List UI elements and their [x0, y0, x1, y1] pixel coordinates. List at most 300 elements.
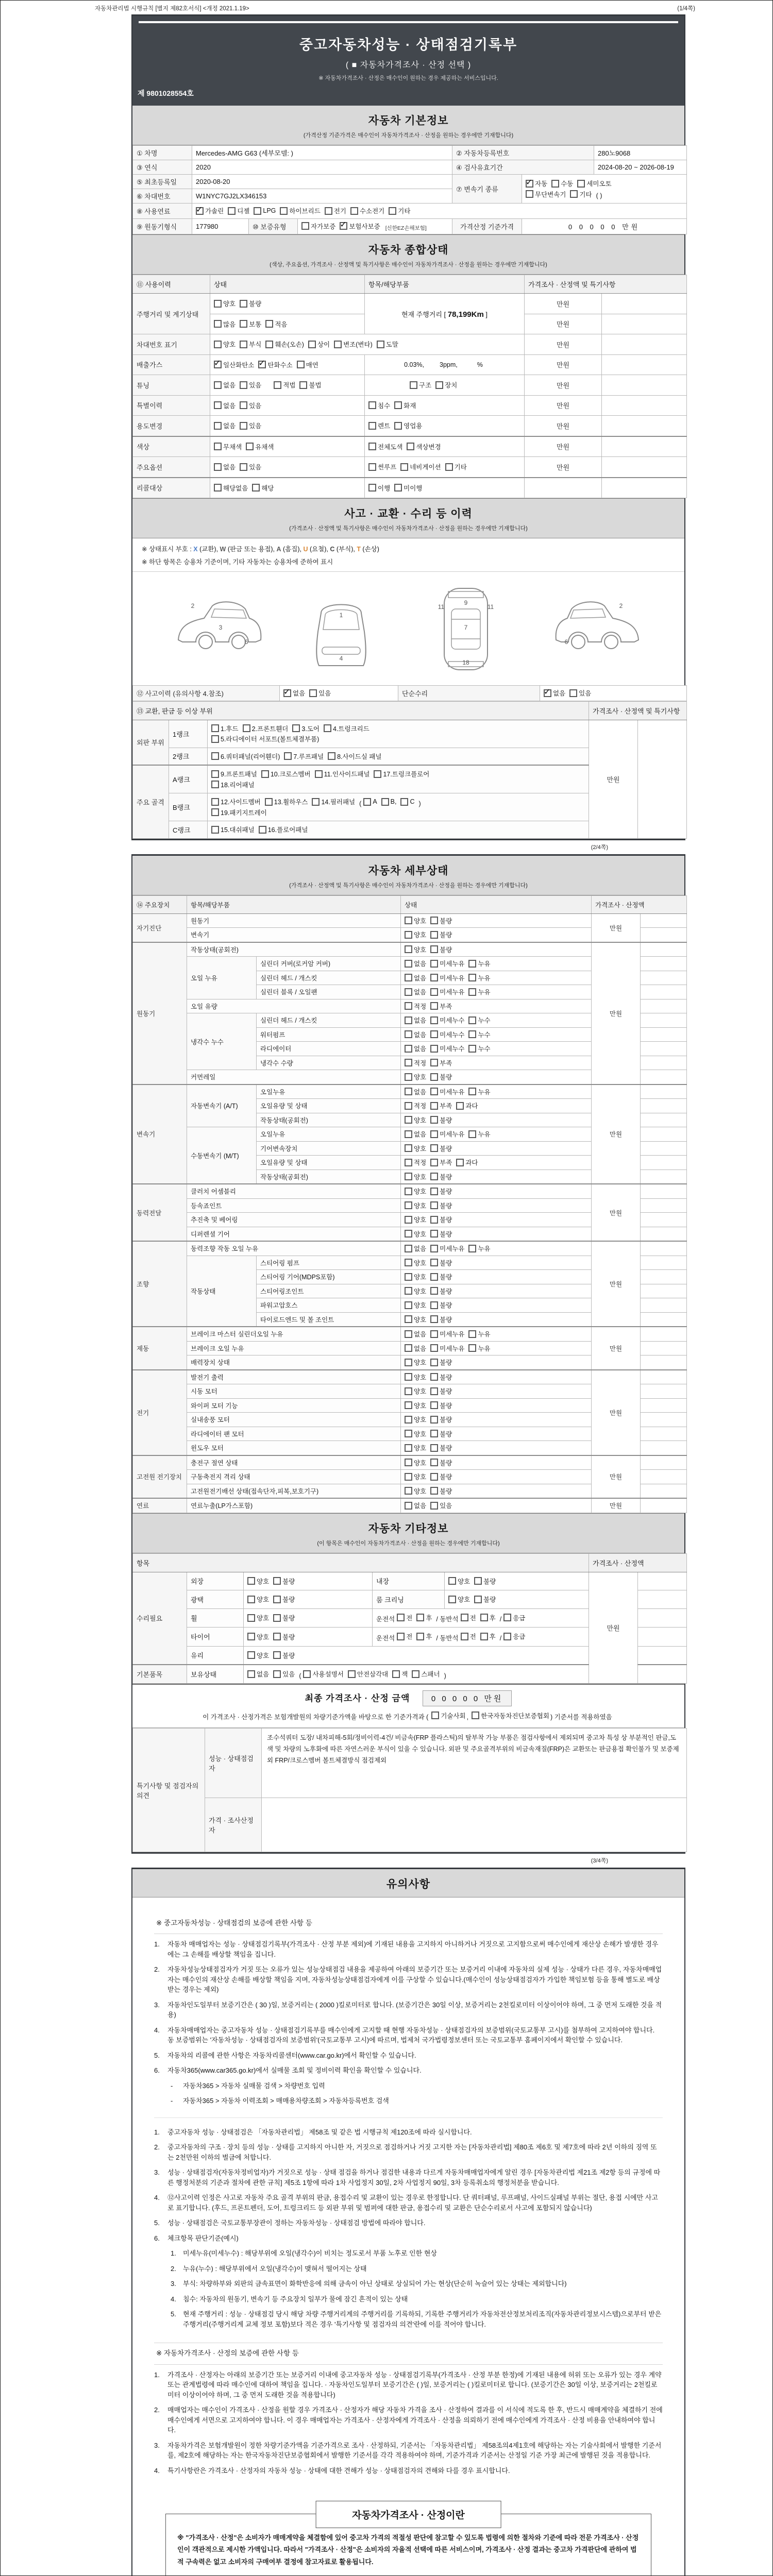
- checkbox-box: [273, 1633, 281, 1640]
- table-row: 타이어 양호 불량 운전석 전 후 / 동반석 전 후 / 응급: [133, 1628, 687, 1647]
- table-row: 외판 부위 1랭크 1.후드 2.프론트휀더 3.도어 4.트렁크리드 5.라디에이터 서포트(볼트체결부품) 만원: [133, 720, 687, 748]
- checkbox-box: [526, 190, 533, 198]
- checkbox-box: [405, 1487, 412, 1495]
- checkbox-box: [430, 1344, 438, 1352]
- checkbox-box: [405, 1502, 412, 1510]
- checkbox-box: [405, 1216, 412, 1224]
- checkbox: 양호: [405, 1272, 426, 1281]
- checkbox-box: [283, 689, 291, 697]
- car-diagram-top: [423, 579, 520, 677]
- checkbox-box: [430, 1130, 438, 1138]
- checkbox: 있음: [273, 1669, 295, 1679]
- checkbox: 불량: [430, 1443, 452, 1452]
- checkbox-box: [430, 1330, 438, 1338]
- checkbox-box: [273, 1577, 281, 1585]
- svg-text:2: 2: [191, 602, 195, 609]
- checkbox: 3.도어: [292, 724, 320, 733]
- checkbox-box: [448, 1577, 456, 1585]
- sheet-3: [131, 1868, 685, 2576]
- table-row: 디퍼렌셜 기어 양호 불량: [133, 1227, 687, 1241]
- checkbox: 사용설명서: [303, 1669, 343, 1679]
- checkbox-box: [405, 1359, 412, 1366]
- table-row: B랭크 12.사이드멤버 13.휠하우스 14.필러패널 ( A B, C ) 19.패키지트레이: [133, 793, 687, 821]
- checkbox-box: [214, 320, 222, 328]
- checkbox-box: [570, 190, 578, 198]
- basic-info-note: (가격산정 기준가격은 매수인이 자동차가격조사 · 산정을 원하는 경우에만 기재합니다): [303, 132, 514, 139]
- table-row: 윈도우 모터 양호 불량: [133, 1441, 687, 1455]
- checkbox: 부식: [240, 340, 261, 349]
- checkbox: 불량: [430, 1272, 452, 1281]
- checkbox: 화재: [394, 401, 416, 410]
- checkbox-box: [468, 974, 476, 981]
- table-row: 변속기 양호 불량: [133, 928, 687, 942]
- detail-title: 자동차 세부상태: [368, 865, 449, 877]
- checkbox-box: [214, 300, 222, 308]
- checkbox-box: [214, 401, 222, 409]
- checkbox-box: [211, 826, 219, 834]
- checkbox: 미세누수: [430, 1015, 464, 1025]
- notice-title: 유의사항: [386, 1878, 431, 1890]
- checkbox-box: [273, 1614, 281, 1622]
- svg-text:1: 1: [339, 612, 343, 619]
- checkbox-box: [400, 463, 408, 471]
- checkbox: 자가보증: [301, 222, 335, 231]
- checkbox-box: [430, 1259, 438, 1266]
- report-header: [132, 16, 684, 106]
- table-row: ⑤ 최초등록일 2020-08-20 ⑦ 변속기 종류 ✓ 자동 수동 세미오토 무단변속기 기타 ( ): [133, 175, 687, 189]
- section-notice-header: [132, 1869, 684, 1897]
- checkbox-box: [405, 1287, 412, 1295]
- checkbox-box: [416, 1633, 424, 1640]
- checkbox-box: [211, 798, 219, 806]
- svg-text:18: 18: [462, 659, 469, 666]
- checkbox: 양호: [405, 1415, 426, 1424]
- checkbox: 수동: [551, 179, 573, 188]
- table-row: 2랭크 6.쿼터패널(리어휀더) 7.루프패널 8.사이드실 패널: [133, 748, 687, 765]
- checkbox: 누유: [468, 1087, 490, 1096]
- table-row: 주요 골격 A랭크 9.프론트패널 10.크로스멤버 11.인사이드패널 17.트렁크플로어 18.리어패널: [133, 765, 687, 793]
- checkbox-box: [394, 422, 402, 430]
- checkbox: 후: [480, 1632, 496, 1641]
- checkbox: 양호: [405, 1258, 426, 1267]
- checkbox-box: [299, 381, 307, 389]
- checkbox: 양호: [405, 1401, 426, 1410]
- checkbox-box: [468, 1016, 476, 1024]
- checkbox-box: [544, 689, 551, 697]
- checkbox: B,: [381, 798, 397, 806]
- checkbox-box: [405, 1344, 412, 1352]
- checkbox: 양호: [214, 340, 236, 349]
- checkbox: 양호: [448, 1577, 470, 1586]
- page-mark-2: (2/4쪽): [591, 844, 608, 851]
- checkbox-box: [280, 207, 288, 215]
- status-symbol-legend-2: ※ 하단 항목은 승용차 기준이며, 기타 자동차는 승용차에 준하여 표시: [132, 554, 684, 572]
- etc-note: (이 항목은 매수인이 자동차가격조사 · 산정을 원하는 경우에만 기재합니다): [317, 1540, 500, 1547]
- table-row: 항목 가격조사 · 산정액: [133, 1553, 687, 1572]
- checkbox-box: [240, 381, 247, 389]
- checkbox: ✓ 없음: [544, 688, 565, 698]
- table-row: 전기 발전기 출력 양호 불량 만원: [133, 1370, 687, 1384]
- table-row: 배출가스 ✓ 일산화탄소 ✓ 탄화수소 매연 0.03%, 3ppm, % 만원: [133, 354, 687, 375]
- checkbox-box: [214, 361, 222, 368]
- checkbox-box: [405, 1315, 412, 1323]
- checkbox: 누유: [468, 1129, 490, 1139]
- checkbox-box: [430, 1201, 438, 1209]
- checkbox: 없음: [405, 1129, 426, 1139]
- checkbox-box: [196, 207, 204, 215]
- checkbox: 8.사이드실 패널: [328, 752, 381, 761]
- service-note: ※ 자동차가격조사 · 산정은 매수인이 원하는 경우 제공하는 서비스입니다.: [318, 75, 498, 81]
- checkbox-box: [430, 1144, 438, 1152]
- checkbox-box: [430, 1230, 438, 1238]
- checkbox-box: [405, 1245, 412, 1252]
- checkbox: 도말: [377, 340, 398, 349]
- table-row: 작동상태(공회전) 양호 불량: [133, 1113, 687, 1127]
- checkbox: 불량: [430, 1458, 452, 1467]
- checkbox: 5.라디에이터 서포트(볼트체결부품): [211, 734, 319, 743]
- checkbox: 수소전기: [350, 206, 384, 215]
- checkbox-box: [430, 1159, 438, 1166]
- checkbox: 양호: [405, 1144, 426, 1153]
- checkbox-box: [214, 463, 222, 471]
- checkbox-box: [430, 1487, 438, 1495]
- table-row: 리콜대상 해당없음 해당 이행 미이행: [133, 478, 687, 498]
- checkbox-box: [397, 1633, 405, 1640]
- car-damage-diagrams: [132, 572, 684, 685]
- checkbox-box: [368, 422, 376, 430]
- checkbox: 한국자동차진단보증협회: [472, 1711, 549, 1720]
- checkbox-box: [405, 1387, 412, 1395]
- checkbox: 17.트렁크플로어: [374, 769, 429, 778]
- checkbox: 양호: [405, 1358, 426, 1367]
- checkbox-box: [468, 1130, 476, 1138]
- table-row: 배력장치 상태 양호 불량: [133, 1355, 687, 1370]
- table-row: 라디에이터 팬 모터 양호 불량: [133, 1427, 687, 1441]
- checkbox: 13.휠하우스: [265, 797, 308, 806]
- detail-condition-table: [132, 895, 684, 1513]
- checkbox-box: [405, 1073, 412, 1081]
- checkbox: 12.사이드멤버: [211, 797, 261, 806]
- checkbox-box: [397, 1614, 405, 1621]
- svg-text:6: 6: [564, 638, 568, 646]
- checkbox-box: [240, 320, 247, 328]
- checkbox: 미세누유: [430, 1129, 464, 1139]
- checkbox-box: [340, 222, 347, 230]
- checkbox: 10.크로스멤버: [261, 769, 311, 778]
- checkbox: 미세누유: [430, 1244, 464, 1253]
- table-row: 연료 연료누출(LP가스포함) 없음 있음 만원: [133, 1498, 687, 1513]
- checkbox-box: [468, 1245, 476, 1252]
- checkbox-box: [430, 1444, 438, 1452]
- checkbox-box: [430, 1301, 438, 1309]
- checkbox-box: [430, 1416, 438, 1423]
- checkbox: 미세누유: [430, 1329, 464, 1338]
- comprehensive-table: [132, 275, 684, 498]
- checkbox-box: [405, 988, 412, 996]
- checkbox: 없음: [405, 973, 426, 982]
- comprehensive-note: (색상, 주요옵션, 가격조사 · 산정액 및 특기사항은 매수인이 자동차가격조사 · 산정을 원하는 경우에만 기재합니다): [270, 262, 547, 268]
- checkbox: 스패너: [412, 1669, 440, 1679]
- checkbox-box: [247, 1670, 255, 1678]
- checkbox-box: [430, 1016, 438, 1024]
- checkbox: 전: [397, 1613, 412, 1622]
- table-row: 와이퍼 모터 기능 양호 불량: [133, 1398, 687, 1413]
- checkbox-box: [472, 1711, 479, 1719]
- svg-text:3: 3: [219, 624, 223, 631]
- checkbox: 불량: [430, 1115, 452, 1125]
- table-row: 워터펌프 없음 미세누수 누수: [133, 1027, 687, 1042]
- checkbox-box: [569, 689, 577, 697]
- checkbox-box: [430, 1173, 438, 1180]
- checkbox: 많음: [214, 319, 236, 329]
- notice-item: 4. 특기사항란은 가격조사 · 산정자의 자동차 성능 · 상태에 대한 견해가 성능 · 상태점검자의 견해와 다를 경우 표시합니다.: [154, 2466, 510, 2475]
- panel-rank-table: [132, 701, 684, 839]
- checkbox: 디젤: [228, 206, 249, 215]
- sheet-2: [131, 854, 685, 1854]
- checkbox-box: [405, 974, 412, 981]
- notice-item: 4. ⑫사고이력 인정은 사고로 자동차 주요 골격 부위의 판금, 용접수리 및 교환이 있는 경우로 한정합니다. 단 쿼터패널, 루프패널, 사이드실패널 부위는 절단, 용접 시에만 사고로 표기합니다. (후드, 프론트펜더, 도어, 트렁크리드 등 외판 부위 및 범퍼에 대한 판금, 용접수리 및 교환은 단순수리로서 사고에 포함되지 않습니다): [154, 2194, 658, 2212]
- checkbox: 불량: [273, 1632, 295, 1641]
- table-row: 튜닝 없음 있음 적법 불법 구조 장치 만원: [133, 375, 687, 396]
- checkbox-box: [308, 341, 316, 348]
- checkbox-box: [261, 770, 269, 778]
- checkbox-box: [211, 724, 219, 732]
- checkbox: 양호: [405, 1458, 426, 1467]
- notice-item: 4. 침수: 자동차의 원동기, 변속기 등 주요장치 일부가 물에 잠긴 흔적이 있는 상태: [171, 2295, 408, 2303]
- final-price-note: 이 가격조사 · 산정가격은 보험개발원의 차량기준가액을 바탕으로 한 기준가격과 ( 기술사회 , 한국자동차진단보증협회 ) 기준서를 적용하였음: [132, 1711, 684, 1722]
- checkbox: 있음: [430, 1501, 452, 1510]
- checkbox: 누유: [468, 1244, 490, 1253]
- checkbox-box: [240, 401, 247, 409]
- table-row: ⑬ 교환, 판금 등 이상 부위 가격조사 · 산정액 및 특기사항: [133, 701, 687, 720]
- checkbox-box: [405, 1173, 412, 1180]
- checkbox: 기술사회: [431, 1711, 465, 1720]
- checkbox: 15.대쉬패널: [211, 825, 255, 834]
- checkbox: A: [363, 798, 377, 806]
- notice-item: 1. 미세누유(미세누수) : 해당부위에 오일(냉각수)이 비치는 정도로서 부품 노후로 인한 현상: [171, 2249, 437, 2258]
- notice-item: - 자동차365 > 자동차 이력조회 > 매매용차량조회 > 자동차등록번호 검색: [171, 2097, 389, 2105]
- notice-list-1: [154, 1939, 663, 2106]
- checkbox-box: [405, 1373, 412, 1381]
- checkbox-box: [405, 1059, 412, 1066]
- status-symbol: W: [220, 546, 226, 553]
- notice-item: 2. 누유(누수) : 해당부위에서 오일(냉각수)이 맺혀서 떨어지는 상태: [171, 2264, 367, 2273]
- checkbox: 양호: [405, 1072, 426, 1081]
- svg-text:11: 11: [487, 603, 494, 611]
- checkbox: 불량: [430, 1315, 452, 1324]
- checkbox: 양호: [405, 930, 426, 939]
- checkbox: 훼손(오손): [265, 340, 304, 349]
- checkbox: 불량: [430, 1429, 452, 1438]
- checkbox-box: [405, 1159, 412, 1166]
- table-row: 냉각수 누수 실린더 헤드 / 개스킷 없음 미세누수 누수: [133, 1013, 687, 1028]
- price-survey-definition-box: [165, 2510, 651, 2576]
- checkbox-box: [405, 1002, 412, 1010]
- checkbox: 후: [480, 1613, 496, 1622]
- notice-body: [132, 1897, 684, 2492]
- notice-item: 1. 자동차 매매업자는 성능 · 상태점검기록부(가격조사 · 산정 부분 제외)에 기재된 내용을 고지하지 아니하거나 거짓으로 고지함으로써 매수인에게 재산상 손해가 발생한 경우에는 그 손해를 배상할 책임을 집니다.: [154, 1940, 659, 1958]
- checkbox: 양호: [247, 1651, 269, 1660]
- checkbox: 9.프론트패널: [211, 769, 257, 778]
- notice-item: 1. 중고자동차 성능 · 상태점검은 「자동차관리법」 제58조 및 같은 법 시행규칙 제120조에 따라 실시합니다.: [154, 2128, 472, 2136]
- checkbox-box: [324, 724, 331, 732]
- checkbox-box: [461, 1633, 468, 1640]
- checkbox-box: [292, 724, 300, 732]
- checkbox-box: [405, 1416, 412, 1423]
- checkbox: 기타: [445, 462, 467, 471]
- checkbox-box: [526, 180, 533, 188]
- checkbox-box: [405, 1201, 412, 1209]
- checkbox-box: [368, 484, 376, 492]
- checkbox-box: [405, 1401, 412, 1409]
- checkbox: 미세누유: [430, 987, 464, 996]
- checkbox-box: [265, 341, 273, 348]
- checkbox: 불량: [430, 1258, 452, 1267]
- checkbox-box: [430, 1216, 438, 1224]
- checkbox-box: [247, 1651, 255, 1659]
- checkbox-box: [430, 1502, 438, 1510]
- checkbox: 부족: [430, 1101, 452, 1110]
- checkbox-box: [303, 1670, 311, 1678]
- table-row: 수동변속기 (M/T) 오일누유 없음 미세누유 누유: [133, 1127, 687, 1142]
- checkbox: 적정: [405, 1002, 426, 1011]
- notice-item: 5. 현재 주행거리 : 성능 · 상태점검 당시 해당 차량 주행거리계의 주행거리를 기록하되, 기록한 주행거리가 자동차전산정보처리조직(자동차관리정보시스템)으로부터 받은 주행거리(주행거리계 교체 정보 포함)보다 적은 경우 '특기사항 및 점검자의 의견'란에 이를 적어야 합니다.: [171, 2310, 662, 2328]
- checkbox: 양호: [405, 1429, 426, 1438]
- checkbox-box: [551, 180, 559, 188]
- checkbox-box: [430, 1387, 438, 1395]
- table-row: 차대번호 표기 양호 부식 훼손(오손) 상이 변조(변타) 도말 만원: [133, 334, 687, 355]
- checkbox-box: [315, 770, 323, 778]
- svg-text:4: 4: [339, 655, 343, 662]
- table-row: 오일유량 및 상태 적정 부족 과다: [133, 1099, 687, 1113]
- checkbox: 기타: [389, 206, 410, 215]
- svg-text:6: 6: [244, 638, 248, 646]
- checkbox: 불량: [430, 1215, 452, 1224]
- svg-text:7: 7: [464, 624, 468, 631]
- checkbox: 양호: [405, 1315, 426, 1324]
- checkbox-box: [456, 1159, 464, 1166]
- checkbox: 없음: [405, 987, 426, 996]
- top-meta-bar: [1, 1, 772, 14]
- checkbox-box: [254, 207, 261, 215]
- checkbox-box: [430, 1002, 438, 1010]
- checkbox: 없음: [405, 1501, 426, 1510]
- checkbox: 과다: [456, 1101, 478, 1110]
- checkbox: 기타: [570, 190, 592, 199]
- checkbox: 양호: [405, 1215, 426, 1224]
- checkbox: 양호: [405, 1115, 426, 1125]
- checkbox-box: [348, 1670, 356, 1678]
- checkbox: 후: [416, 1613, 432, 1622]
- checkbox-box: [430, 931, 438, 939]
- table-row: 타이로드엔드 및 볼 조인트 양호 불량: [133, 1312, 687, 1327]
- checkbox: 불량: [273, 1577, 295, 1586]
- final-price-block: [132, 1684, 684, 1728]
- checkbox: 양호: [247, 1613, 269, 1622]
- table-row: 브레이크 오일 누유 없음 미세누유 누유: [133, 1341, 687, 1355]
- inspector-opinion-table: [132, 1728, 684, 1852]
- checkbox-box: [389, 207, 396, 215]
- svg-text:11: 11: [438, 603, 445, 611]
- checkbox-box: [368, 443, 376, 450]
- basic-info-table: [132, 145, 684, 234]
- checkbox-box: [381, 798, 389, 806]
- checkbox: 미세누수: [430, 1030, 464, 1039]
- checkbox-box: [405, 945, 412, 953]
- checkbox-box: [431, 1711, 439, 1719]
- checkbox: 불법: [299, 380, 321, 389]
- checkbox-box: [214, 381, 222, 389]
- table-row: 작동상태 스티어링 펌프 양호 불량: [133, 1256, 687, 1270]
- checkbox: 있음: [240, 462, 261, 471]
- table-row: 스티어링조인트 양호 불량: [133, 1284, 687, 1298]
- status-symbol: X: [193, 546, 198, 553]
- page-mark-3: (3/4쪽): [591, 1858, 608, 1864]
- checkbox: 잭: [392, 1669, 408, 1679]
- checkbox: 영업용: [394, 421, 422, 430]
- table-row: 고전원 전기장치 충전구 절연 상태 양호 불량 만원: [133, 1455, 687, 1470]
- checkbox: 불량: [430, 1144, 452, 1153]
- checkbox: ✓ 탄화수소: [258, 360, 292, 369]
- checkbox-box: [430, 1273, 438, 1281]
- checkbox-box: [405, 1444, 412, 1452]
- checkbox: 상이: [308, 340, 330, 349]
- checkbox: 있음: [240, 401, 261, 410]
- checkbox-box: [265, 320, 273, 328]
- checkbox: 있음: [569, 688, 591, 698]
- checkbox-box: [468, 1330, 476, 1338]
- checkbox: 전: [461, 1613, 476, 1622]
- checkbox: 있음: [240, 421, 261, 430]
- table-row: 특별이력 없음 있음 침수 화재 만원: [133, 395, 687, 416]
- checkbox: 없음: [405, 959, 426, 968]
- checkbox: 전기: [325, 206, 346, 215]
- checkbox: 불량: [430, 1286, 452, 1296]
- checkbox: ✓ 자동: [526, 179, 547, 188]
- checkbox: 양호: [405, 1201, 426, 1210]
- checkbox: 없음: [214, 421, 236, 430]
- checkbox: 양호: [247, 1577, 269, 1586]
- checkbox-box: [273, 1651, 281, 1659]
- checkbox: 누수: [468, 1044, 490, 1053]
- checkbox: 양호: [405, 1486, 426, 1496]
- checkbox-box: [405, 1259, 412, 1266]
- checkbox: 부족: [430, 1002, 452, 1011]
- checkbox: 불량: [430, 1072, 452, 1081]
- table-row: 실내송풍 모터 양호 불량: [133, 1413, 687, 1427]
- checkbox: 양호: [405, 916, 426, 925]
- checkbox-box: [430, 1059, 438, 1066]
- checkbox: 양호: [405, 1443, 426, 1452]
- checkbox-box: [430, 974, 438, 981]
- section-accident-header: [132, 498, 684, 538]
- checkbox-box: [240, 341, 247, 348]
- checkbox-box: [412, 1670, 419, 1678]
- checkbox: 미세누유: [430, 1087, 464, 1096]
- table-row: C랭크 15.대쉬패널 16.플로어패널: [133, 821, 687, 839]
- table-row: 많음 보통 적음 만원: [133, 314, 687, 334]
- checkbox-box: [435, 381, 443, 389]
- checkbox: 없음: [405, 1044, 426, 1053]
- checkbox-box: [480, 1633, 488, 1640]
- section-comprehensive-header: [132, 234, 684, 275]
- table-row: ⑭ 주요장치 항목/해당부품 상태 가격조사 · 산정액: [133, 895, 687, 913]
- table-row: 라디에이터 없음 미세누수 누수: [133, 1042, 687, 1056]
- accident-title: 사고 · 교환 · 수리 등 이력: [344, 508, 473, 520]
- notice-sec1-title: ※ 중고자동차성능 · 상태점검의 보증에 관한 사항 등: [154, 1913, 663, 1934]
- checkbox-box: [430, 1359, 438, 1366]
- checkbox: 누수: [468, 1030, 490, 1039]
